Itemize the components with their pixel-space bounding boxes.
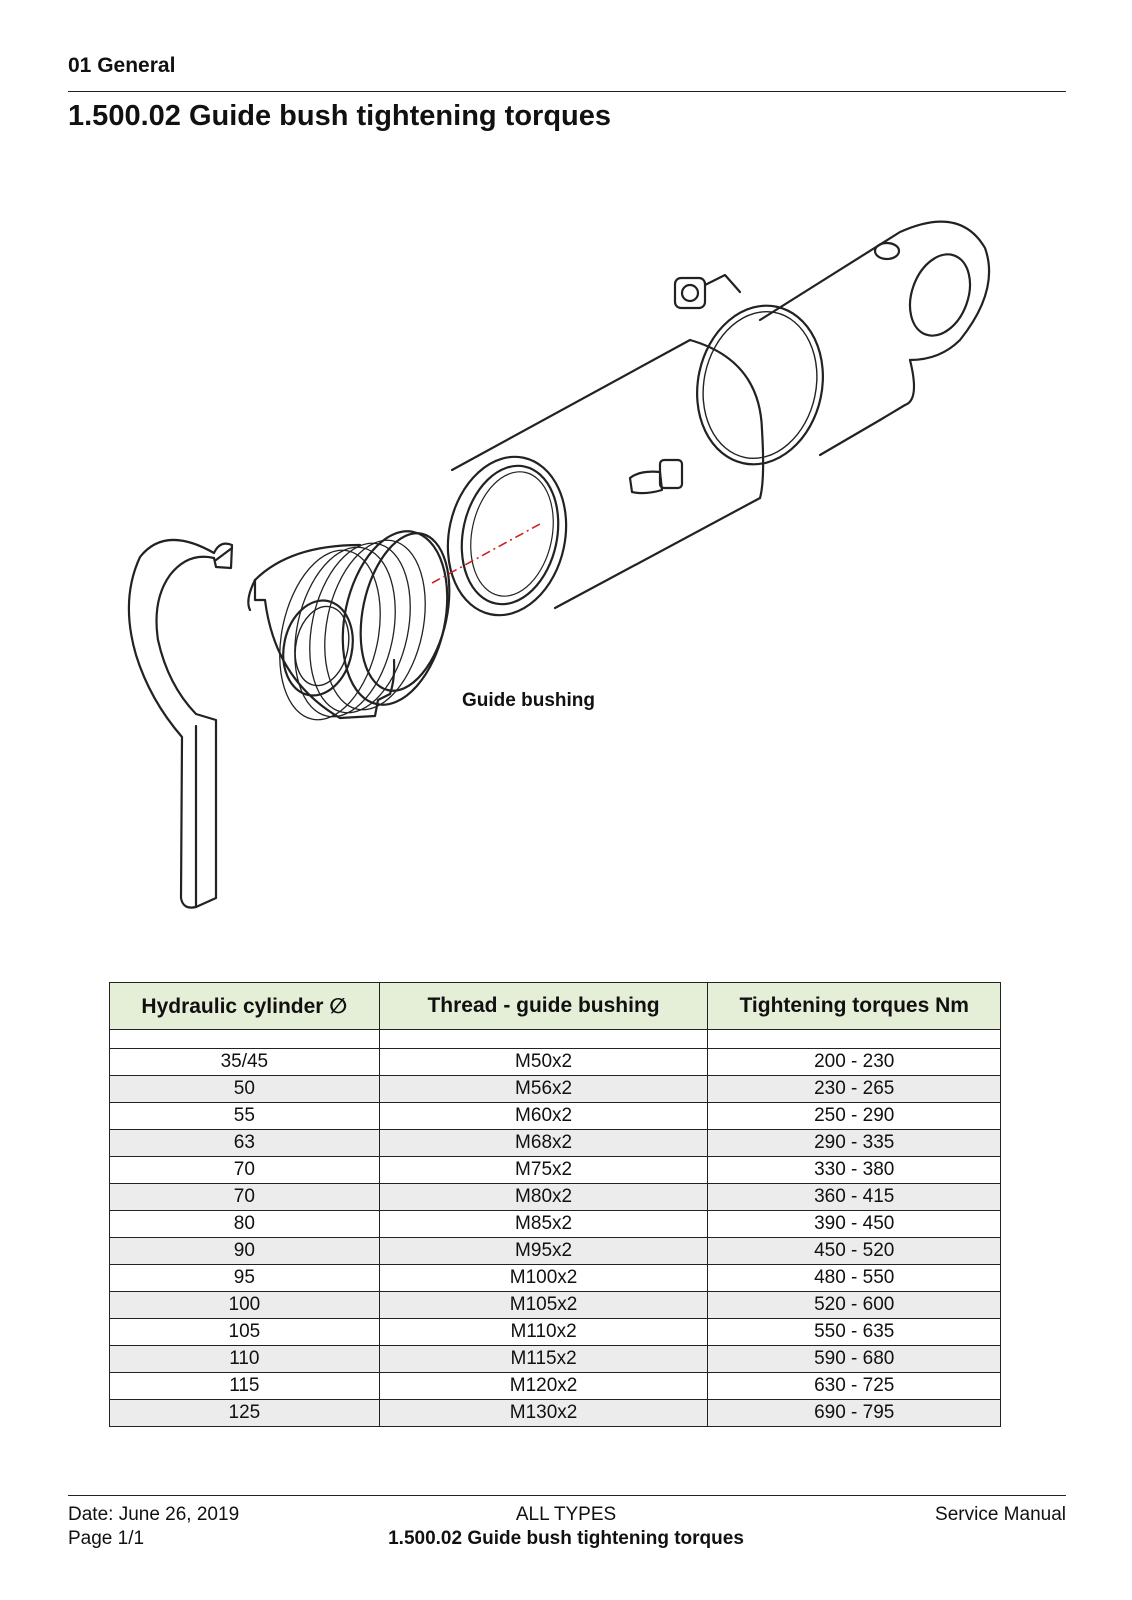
cell-thread: M110x2 bbox=[379, 1319, 708, 1346]
cell-cylinder: 105 bbox=[110, 1319, 380, 1346]
guide-bushing bbox=[248, 522, 462, 730]
footer-manual: Service Manual bbox=[935, 1504, 1066, 1525]
cell-cylinder: 100 bbox=[110, 1292, 380, 1319]
table-row bbox=[110, 1265, 1001, 1292]
cell-cylinder: 80 bbox=[110, 1211, 380, 1238]
seal-ring bbox=[683, 294, 838, 476]
header-rule bbox=[68, 91, 1066, 92]
cell-thread: M60x2 bbox=[379, 1103, 708, 1130]
table-row bbox=[110, 1130, 1001, 1157]
cell-cylinder: 70 bbox=[110, 1157, 380, 1184]
cell-cylinder: 35/45 bbox=[110, 1049, 380, 1076]
rod-end-eye bbox=[675, 222, 989, 455]
cell-torque: 360 - 415 bbox=[708, 1184, 1001, 1211]
footer-types: ALL TYPES bbox=[515, 1504, 617, 1525]
col-header-cylinder: Hydraulic cylinder ∅ bbox=[110, 983, 380, 1030]
table-row bbox=[110, 1211, 1001, 1238]
cell-torque: 200 - 230 bbox=[708, 1049, 1001, 1076]
cell-thread: M50x2 bbox=[379, 1049, 708, 1076]
cell-thread: M85x2 bbox=[379, 1211, 708, 1238]
torque-table bbox=[109, 982, 1001, 1427]
cell-torque: 230 - 265 bbox=[708, 1076, 1001, 1103]
cell-thread: M75x2 bbox=[379, 1157, 708, 1184]
cell-torque: 590 - 680 bbox=[708, 1346, 1001, 1373]
cell-cylinder: 50 bbox=[110, 1076, 380, 1103]
cell-torque: 690 - 795 bbox=[708, 1400, 1001, 1427]
cylinder-tube bbox=[434, 340, 763, 626]
cell-torque: 390 - 450 bbox=[708, 1211, 1001, 1238]
table-row bbox=[110, 1103, 1001, 1130]
footer-doc-title: 1.500.02 Guide bush tightening torques bbox=[388, 1528, 744, 1549]
table-row bbox=[110, 1184, 1001, 1211]
footer-date: Date: June 26, 2019 bbox=[68, 1504, 240, 1525]
exploded-view-drawing bbox=[0, 180, 1132, 930]
table-row bbox=[110, 1373, 1001, 1400]
cell-thread: M120x2 bbox=[379, 1373, 708, 1400]
footer-page-number: Page 1/1 bbox=[68, 1528, 145, 1549]
cell-cylinder: 63 bbox=[110, 1130, 380, 1157]
section-heading: 01 General bbox=[68, 54, 176, 77]
cell-torque: 250 - 290 bbox=[708, 1103, 1001, 1130]
cell-torque: 450 - 520 bbox=[708, 1238, 1001, 1265]
table-row bbox=[110, 1319, 1001, 1346]
hook-spanner-wrench bbox=[129, 540, 232, 908]
cell-torque: 330 - 380 bbox=[708, 1157, 1001, 1184]
cell-cylinder: 125 bbox=[110, 1400, 380, 1427]
cell-cylinder: 70 bbox=[110, 1184, 380, 1211]
col-header-torque: Tightening torques Nm bbox=[708, 983, 1001, 1030]
cell-torque: 290 - 335 bbox=[708, 1130, 1001, 1157]
cell-thread: M130x2 bbox=[379, 1400, 708, 1427]
table-row bbox=[110, 1346, 1001, 1373]
cell-torque: 550 - 635 bbox=[708, 1319, 1001, 1346]
col-header-thread: Thread - guide bushing bbox=[379, 983, 708, 1030]
table-row bbox=[110, 1292, 1001, 1319]
table-row bbox=[110, 1076, 1001, 1103]
cell-thread: M56x2 bbox=[379, 1076, 708, 1103]
footer-rule bbox=[68, 1495, 1066, 1496]
cell-thread: M105x2 bbox=[379, 1292, 708, 1319]
page-title: 1.500.02 Guide bush tightening torques bbox=[68, 100, 612, 132]
cell-thread: M95x2 bbox=[379, 1238, 708, 1265]
table-row bbox=[110, 1238, 1001, 1265]
cell-torque: 630 - 725 bbox=[708, 1373, 1001, 1400]
table-row bbox=[110, 1400, 1001, 1427]
cell-cylinder: 95 bbox=[110, 1265, 380, 1292]
cell-thread: M100x2 bbox=[379, 1265, 708, 1292]
cell-cylinder: 90 bbox=[110, 1238, 380, 1265]
cell-cylinder: 110 bbox=[110, 1346, 380, 1373]
cell-thread: M80x2 bbox=[379, 1184, 708, 1211]
table-row bbox=[110, 1049, 1001, 1076]
cell-cylinder: 115 bbox=[110, 1373, 380, 1400]
table-spacer-row bbox=[110, 1030, 1001, 1049]
cell-thread: M68x2 bbox=[379, 1130, 708, 1157]
cell-torque: 520 - 600 bbox=[708, 1292, 1001, 1319]
cell-thread: M115x2 bbox=[379, 1346, 708, 1373]
cell-cylinder: 55 bbox=[110, 1103, 380, 1130]
cell-torque: 480 - 550 bbox=[708, 1265, 1001, 1292]
table-row bbox=[110, 1157, 1001, 1184]
guide-bushing-callout: Guide bushing bbox=[462, 690, 595, 711]
